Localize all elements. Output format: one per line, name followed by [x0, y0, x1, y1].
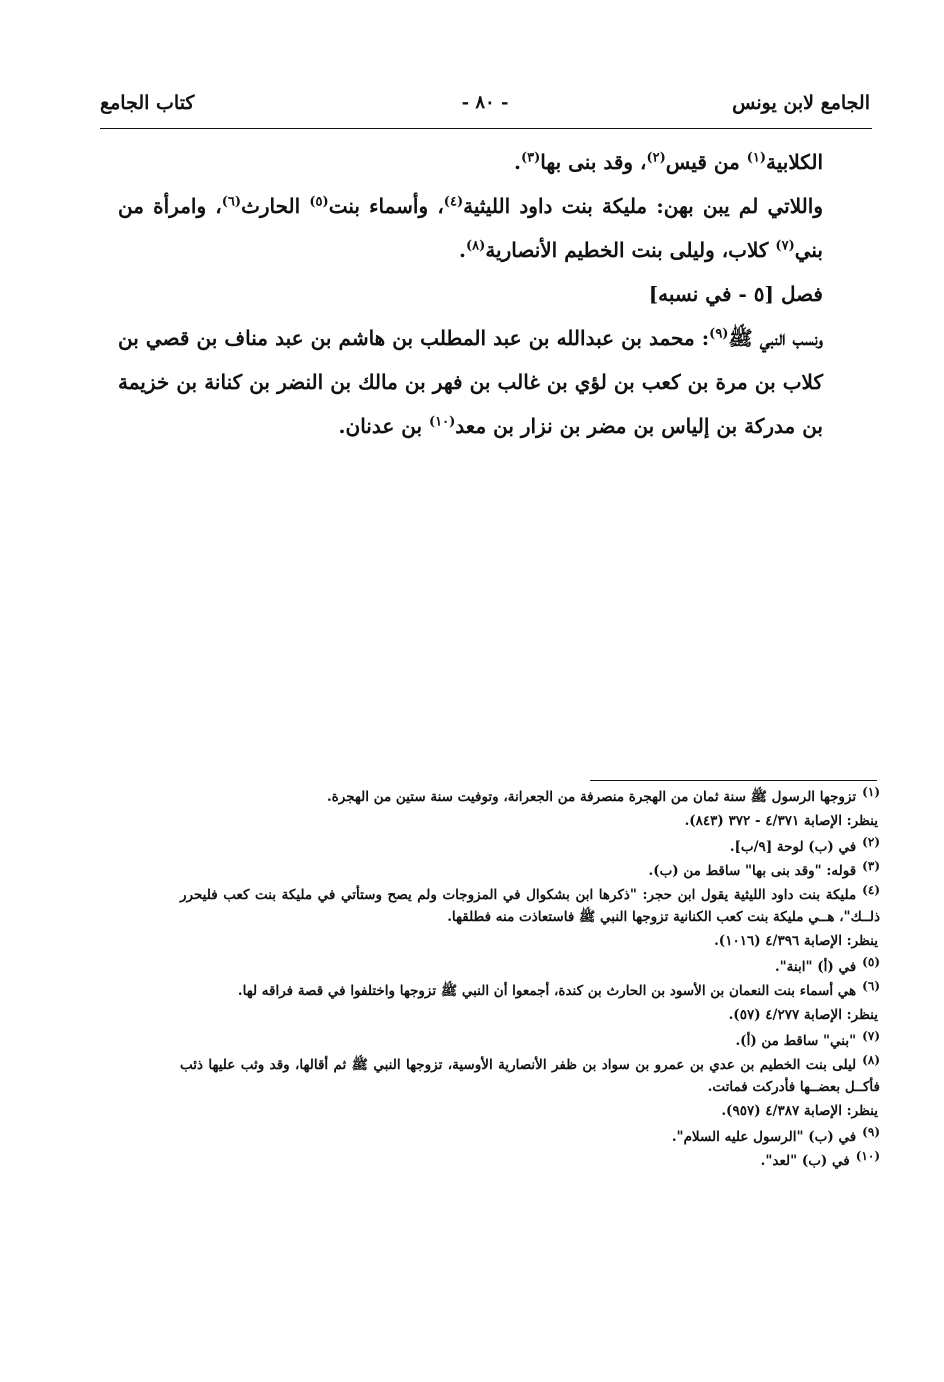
text-span: ونسب النبي ﷺ	[728, 326, 823, 350]
page-number: - ٨٠ -	[461, 92, 509, 113]
footnotes	[180, 786, 880, 1174]
header-book-title: الجامع لابن يونس	[732, 92, 870, 114]
footnote-6: (٦)هي أسماء بنت النعمان بن الأسود بن الحارث بن كندة، أجمعوا أن النبي ﷺ تزوجها واختلفوا في قصة فراقه لها.	[237, 978, 880, 999]
footnote-10: (١٠)في (ب) "لعد".	[760, 1148, 880, 1169]
footnote-reference: ينظر: الإصابة ٤/٢٧٧ (٥٧).	[728, 1007, 878, 1023]
footnote-3: (٣)قوله: "وقد بنى بها" ساقط من (ب).	[648, 858, 880, 879]
text-span: ، وامرأة من بني	[118, 194, 823, 262]
footnote-text: في (ب) "الرسول عليه السلام".	[671, 1129, 857, 1145]
footnote-marker: (٣)	[520, 150, 541, 166]
footnote-9: (٩)في (ب) "الرسول عليه السلام".	[671, 1124, 880, 1145]
header-chapter-title: كتاب الجامع	[100, 92, 195, 114]
footnote-text: مليكة بنت داود الليثية يقول ابن حجر: "ذكرها ابن بشكوال في المزوجات ولم يصح وستأتي في مليكة بنت كعب فليحرر ذلــك"، هــي مليكة بنت كعب الكنانية تزوجها النبي ﷺ فاستعاذت منه فطلقها.	[180, 887, 880, 925]
paragraph-2	[118, 184, 875, 272]
text-span: .	[514, 150, 521, 174]
footnote-7: (٧)"بني" ساقط من (أ).	[735, 1028, 880, 1049]
footnote-text: في (ب) لوحة [٩/ب].	[729, 839, 857, 855]
text-span: ، وقد بنى بها	[540, 150, 647, 174]
text-span: كلاب، وليلى بنت الخطيم الأنصارية	[485, 238, 776, 262]
footnote-separator	[590, 780, 877, 781]
footnote-8: (٨)ليلى بنت الخطيم بن عدي بن عمرو بن سواد بن ظفر الأنصارية الأوسية، تزوجها النبي ﷺ ثم أقالها، وقد وثب عليها ذئب فأكــل بعضــها فأدركت فماتت.	[180, 1052, 880, 1095]
footnote-text: تزوجها الرسول ﷺ سنة ثمان من الهجرة منصرفة من الجعرانة، وتوفيت سنة ستين من الهجرة.	[326, 789, 857, 805]
section-heading: فصل [٥ - في نسبه]	[648, 282, 823, 306]
text-span: .	[459, 238, 467, 262]
text-span: الحارث	[241, 194, 310, 218]
text-span: الكلابية	[766, 150, 823, 174]
footnote-marker: (٧)	[775, 238, 795, 254]
footnote-text: في (أ) "ابنة".	[774, 959, 857, 975]
footnote-marker: (١٠)	[429, 414, 456, 430]
footnote-text: "بني" ساقط من (أ).	[735, 1033, 857, 1049]
footnote-text: في (ب) "لعد".	[760, 1153, 850, 1169]
footnote-marker: (٦)	[221, 194, 242, 210]
text-span: : محمد بن عبدالله بن عبد المطلب بن هاشم بن عبد مناف بن قصي بن كلاب بن مرة بن كعب بن لؤي بن غالب بن فهر بن مالك بن النضر بن كنانة بن خزيمة بن مدركة بن إلياس بن مضر بن نزار بن معد	[118, 326, 823, 438]
footnote-5: (٥)في (أ) "ابنة".	[774, 954, 880, 975]
footnote-marker: (٢)	[646, 150, 666, 166]
text-span: واللاتي لم يبن بهن: مليكة بنت داود الليثية	[463, 194, 823, 218]
text-span: ، وأسماء بنت	[328, 194, 444, 218]
footnote-reference: ينظر: الإصابة ٤/٣٨٧ (٩٥٧).	[721, 1103, 878, 1119]
text-span: من قيس	[665, 150, 747, 174]
footnote-1: (١)تزوجها الرسول ﷺ سنة ثمان من الهجرة منصرفة من الجعرانة، وتوفيت سنة ستين من الهجرة.	[326, 784, 880, 805]
footnote-2: (٢)في (ب) لوحة [٩/ب].	[729, 834, 880, 855]
footnote-text: هي أسماء بنت النعمان بن الأسود بن الحارث بن كندة، أجمعوا أن النبي ﷺ تزوجها واختلفوا في قصة فراقه لها.	[237, 983, 857, 999]
footnote-4: (٤)مليكة بنت داود الليثية يقول ابن حجر: "ذكرها ابن بشكوال في المزوجات ولم يصح وستأتي في مليكة بنت كعب فليحرر ذلــك"، هــي مليكة بنت كعب الكنانية تزوجها النبي ﷺ فاستعاذت منه فطلقها.	[180, 882, 880, 925]
footnote-marker: (١)	[746, 150, 767, 166]
paragraph-1	[118, 140, 875, 184]
footnote-reference: ينظر: الإصابة ٤/٣٧١ - ٣٧٢ (٨٤٣).	[684, 813, 878, 829]
footnote-reference: ينظر: الإصابة ٤/٣٩٦ (١٠١٦).	[714, 933, 878, 949]
footnote-text: قوله: "وقد بنى بها" ساقط من (ب).	[648, 863, 857, 879]
running-header	[100, 92, 870, 122]
footnote-marker: (٨)	[466, 238, 486, 254]
footnote-marker: (٥)	[309, 194, 329, 210]
text-span: بن عدنان.	[338, 414, 430, 438]
footnote-marker: (٩)	[709, 326, 729, 342]
paragraph-3	[118, 316, 875, 448]
header-rule	[100, 128, 872, 129]
footnote-text: ليلى بنت الخطيم بن عدي بن عمرو بن سواد بن ظفر الأنصارية الأوسية، تزوجها النبي ﷺ ثم أقالها، وقد وثب عليها ذئب فأكــل بعضــها فأدركت فماتت.	[180, 1057, 880, 1095]
main-text	[118, 140, 875, 448]
footnote-marker: (٤)	[443, 194, 464, 210]
